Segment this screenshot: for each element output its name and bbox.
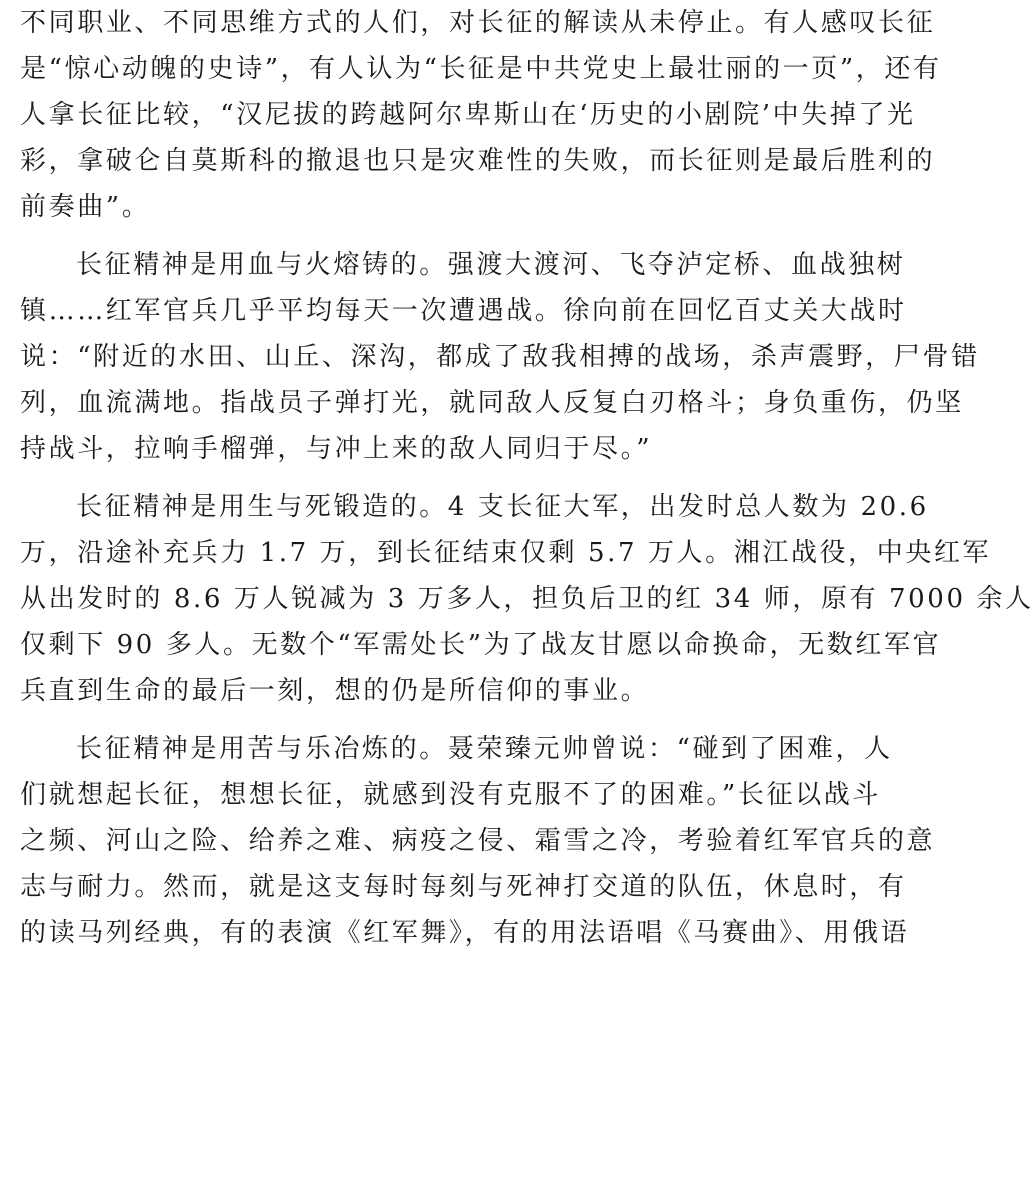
text-line: 持战斗，拉响手榴弹，与冲上来的敌人同归于尽。” [20, 434, 653, 464]
text-line [20, 242, 906, 288]
text-line: 从出发时的 8.6 万人锐减为 3 万多人，担负后卫的红 34 师，原有 7000 余人 [20, 584, 1034, 614]
text-line: 之频、河山之险、给养之难、病疫之侵、霜雪之冷，考验着红军官兵的意 [20, 826, 936, 856]
text-line: 彩，拿破仑自莫斯科的撤退也只是灾难性的失败，而长征则是最后胜利的 [20, 146, 936, 176]
text-line: 前奏曲”。 [20, 192, 151, 222]
text-line: 兵直到生命的最后一刻，想的仍是所信仰的事业。 [20, 676, 650, 706]
text-line: 们就想起长征，想想长征，就感到没有克服不了的困难。”长征以战斗 [20, 780, 881, 810]
text-line: 是“惊心动魄的史诗”，有人认为“长征是中共党史上最壮丽的一页”，还有 [20, 54, 942, 84]
text-line: 说：“附近的水田、山丘、深沟，都成了敌我相搏的战场，杀声震野，尸骨错 [20, 342, 980, 372]
text-line [20, 726, 893, 772]
text-line: 仅剩下 90 多人。无数个“军需处长”为了战友甘愿以命换命，无数红军官 [20, 630, 942, 660]
text-line [20, 484, 929, 530]
paragraph-2 [20, 242, 980, 472]
text-line: 的读马列经典，有的表演《红军舞》，有的用法语唱《马赛曲》、用俄语 [20, 918, 910, 948]
text-line: 志与耐力。然而，就是这支每时每刻与死神打交道的队伍，休息时，有 [20, 872, 907, 902]
text-line-content: 长征精神是用苦与乐冶炼的。聂荣臻元帅曾说：“碰到了困难，人 [76, 734, 893, 764]
text-line: 不同职业、不同思维方式的人们，对长征的解读从未停止。有人感叹长征 [20, 8, 936, 38]
paragraph-1 [20, 0, 942, 230]
paragraph-3 [20, 484, 1034, 714]
text-line-content: 长征精神是用血与火熔铸的。强渡大渡河、飞夺泸定桥、血战独树 [76, 250, 906, 280]
text-line: 列，血流满地。指战员子弹打光，就同敌人反复白刃格斗；身负重伤，仍坚 [20, 388, 964, 418]
text-line: 镇……红军官兵几乎平均每天一次遭遇战。徐向前在回忆百丈关大战时 [20, 296, 907, 326]
text-line: 人拿长征比较，“汉尼拔的跨越阿尔卑斯山在‘历史的小剧院’中失掉了光 [20, 100, 916, 130]
text-line-content: 长征精神是用生与死锻造的。4 支长征大军，出发时总人数为 20.6 [76, 492, 929, 522]
paragraph-4 [20, 726, 936, 956]
text-line: 万，沿途补充兵力 1.7 万，到长征结束仅剩 5.7 万人。湘江战役，中央红军 [20, 538, 992, 568]
